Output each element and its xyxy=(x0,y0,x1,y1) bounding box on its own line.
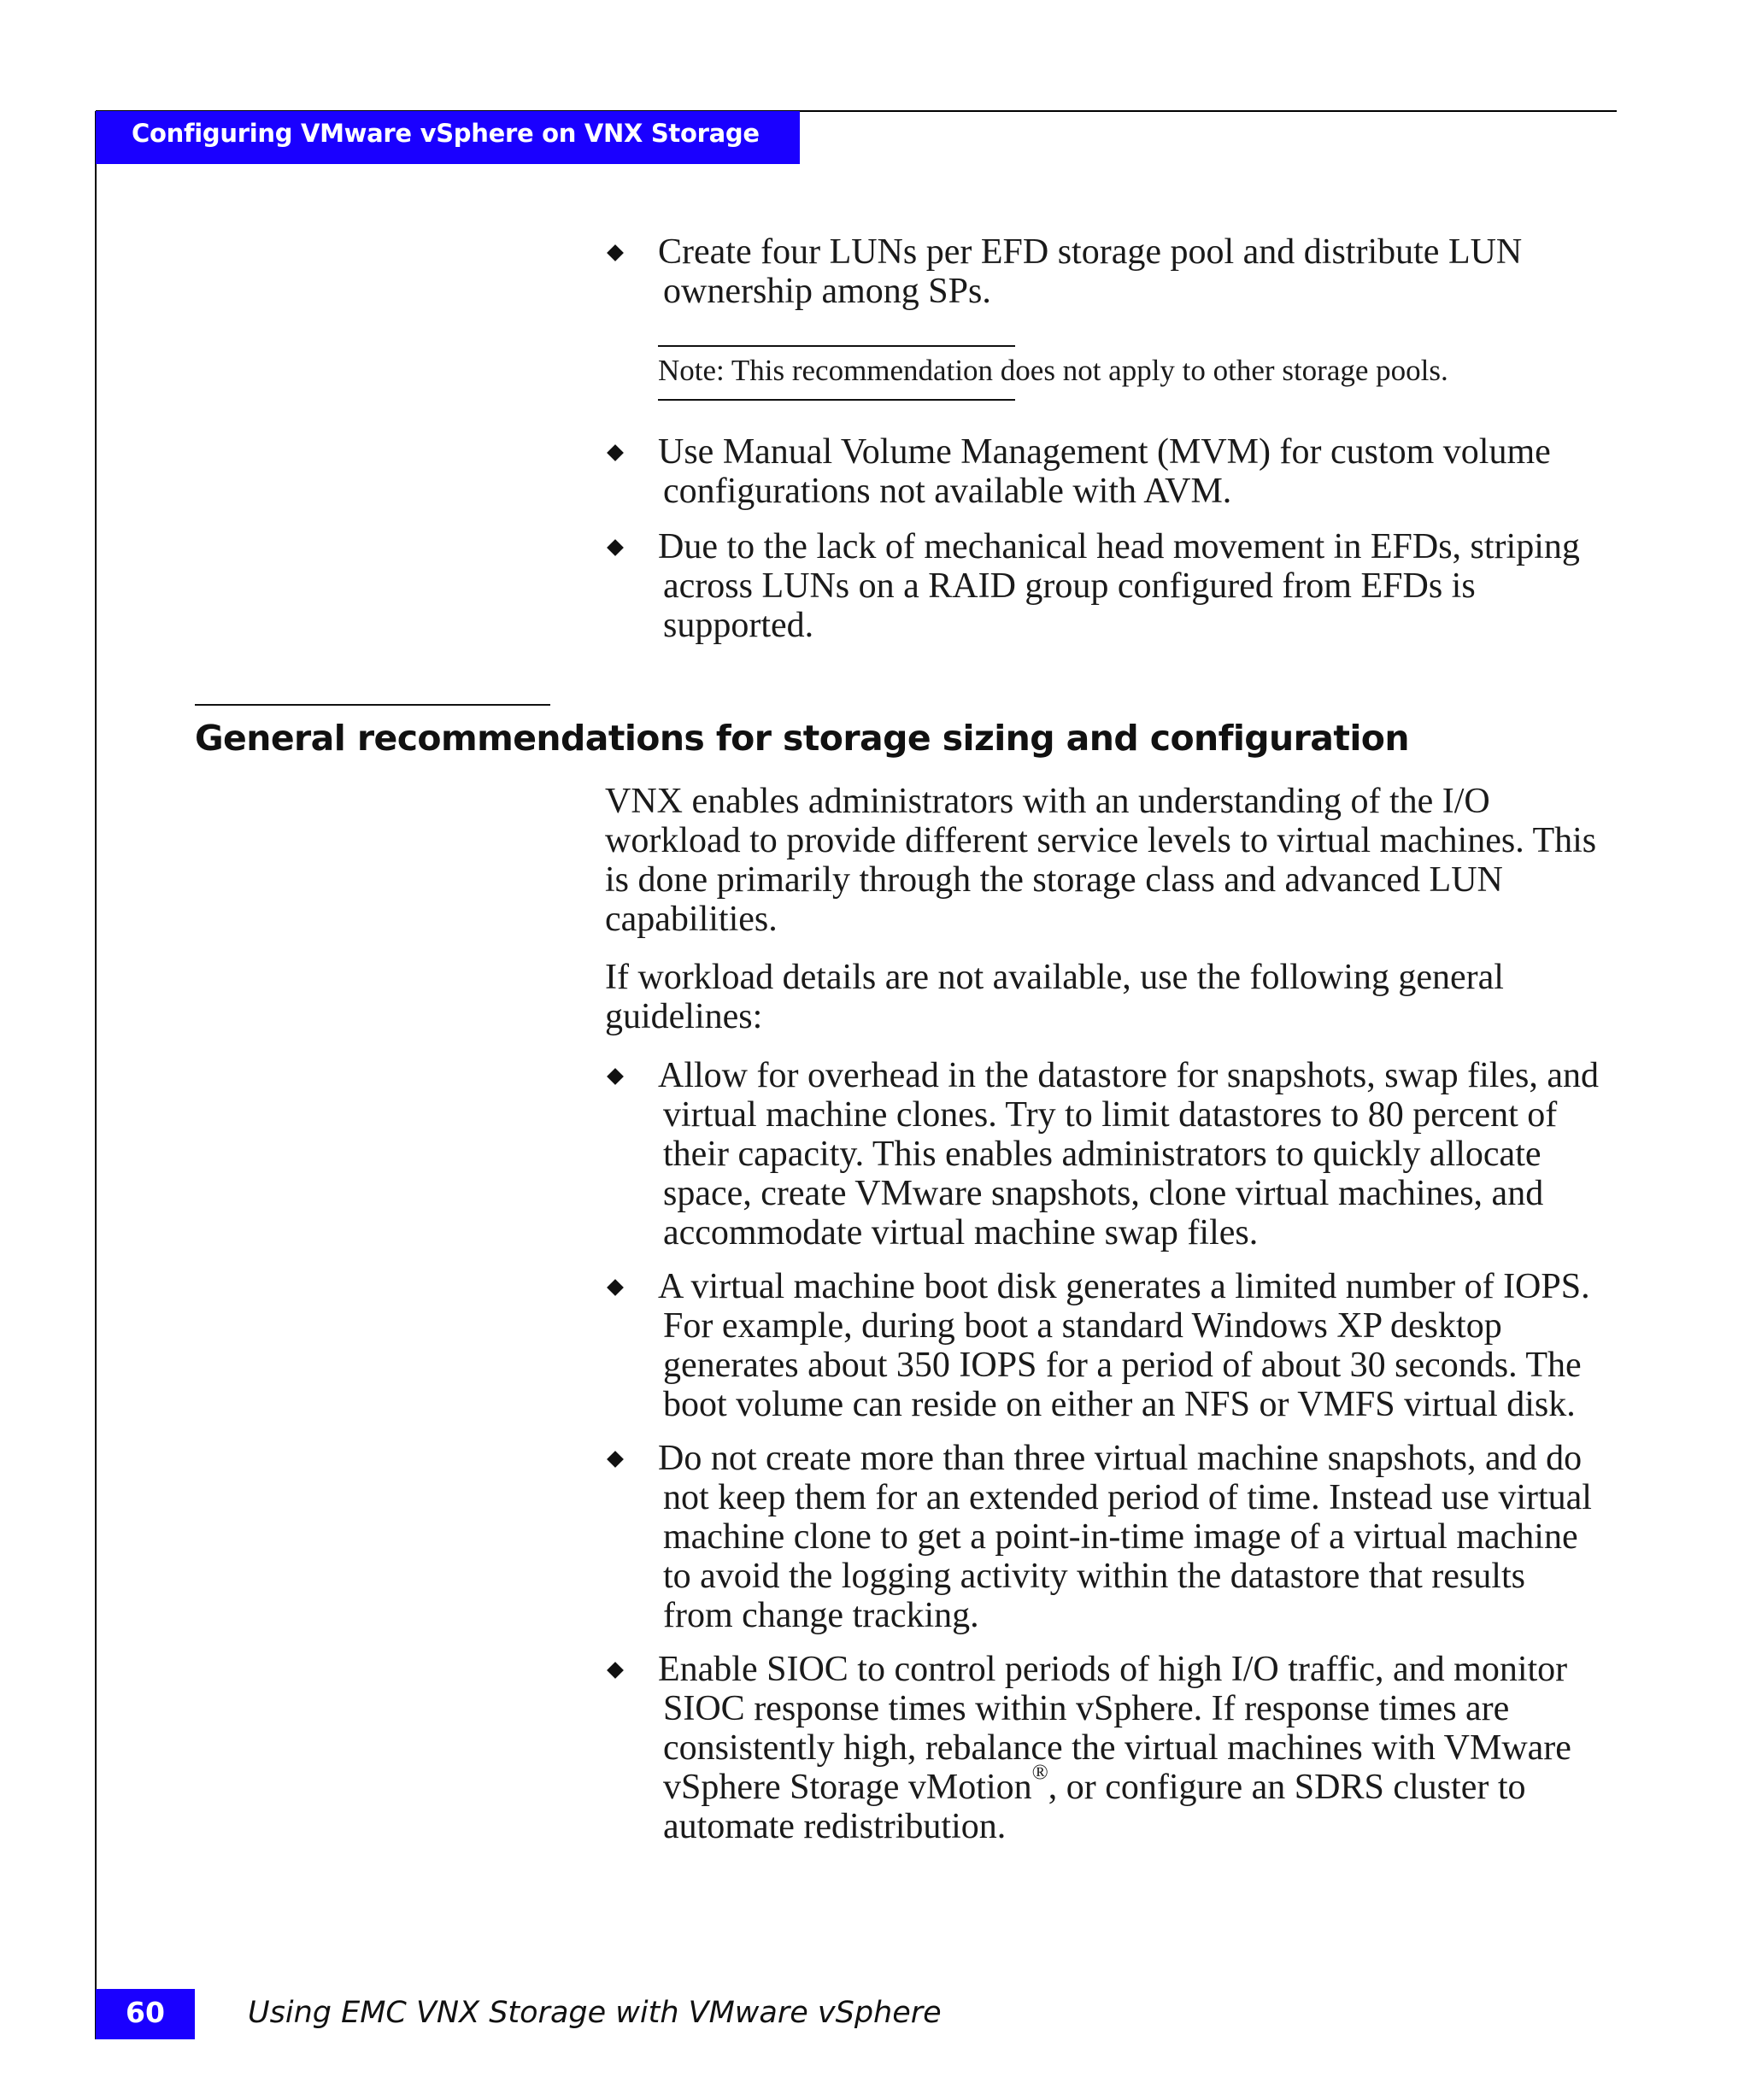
footer-book-title: Using EMC VNX Storage with VMware vSphere xyxy=(248,1996,942,2030)
note-rule-top xyxy=(658,345,1015,347)
note-rule-bottom xyxy=(658,399,1015,401)
section-heading: General recommendations for storage sizing and configuration xyxy=(195,718,1409,759)
left-margin-rule xyxy=(95,111,97,2039)
bullet-diamond-icon xyxy=(607,244,624,261)
bullet-diamond-icon xyxy=(607,539,624,556)
running-header-title: Configuring VMware vSphere on VNX Storage xyxy=(132,119,760,148)
registered-mark: ® xyxy=(1031,1761,1048,1785)
paragraph: VNX enables administrators with an understanding of the I/O workload to provide different service levels to virtual machines. This is done primarily through the storage class and advanced LUN capabilities. xyxy=(605,782,1597,939)
bullet-diamond-icon xyxy=(607,1068,624,1085)
bullet-diamond-icon xyxy=(607,1451,624,1468)
bullet-diamond-icon xyxy=(607,1662,624,1679)
note-text: Note: This recommendation does not apply to other storage pools. xyxy=(658,354,1448,387)
bullet-diamond-icon xyxy=(607,1279,624,1296)
paragraph: If workload details are not available, use the following general guidelines: xyxy=(605,958,1504,1036)
section-rule xyxy=(195,704,550,706)
page-number: 60 xyxy=(126,1996,165,2029)
bullet-diamond-icon xyxy=(607,444,624,461)
